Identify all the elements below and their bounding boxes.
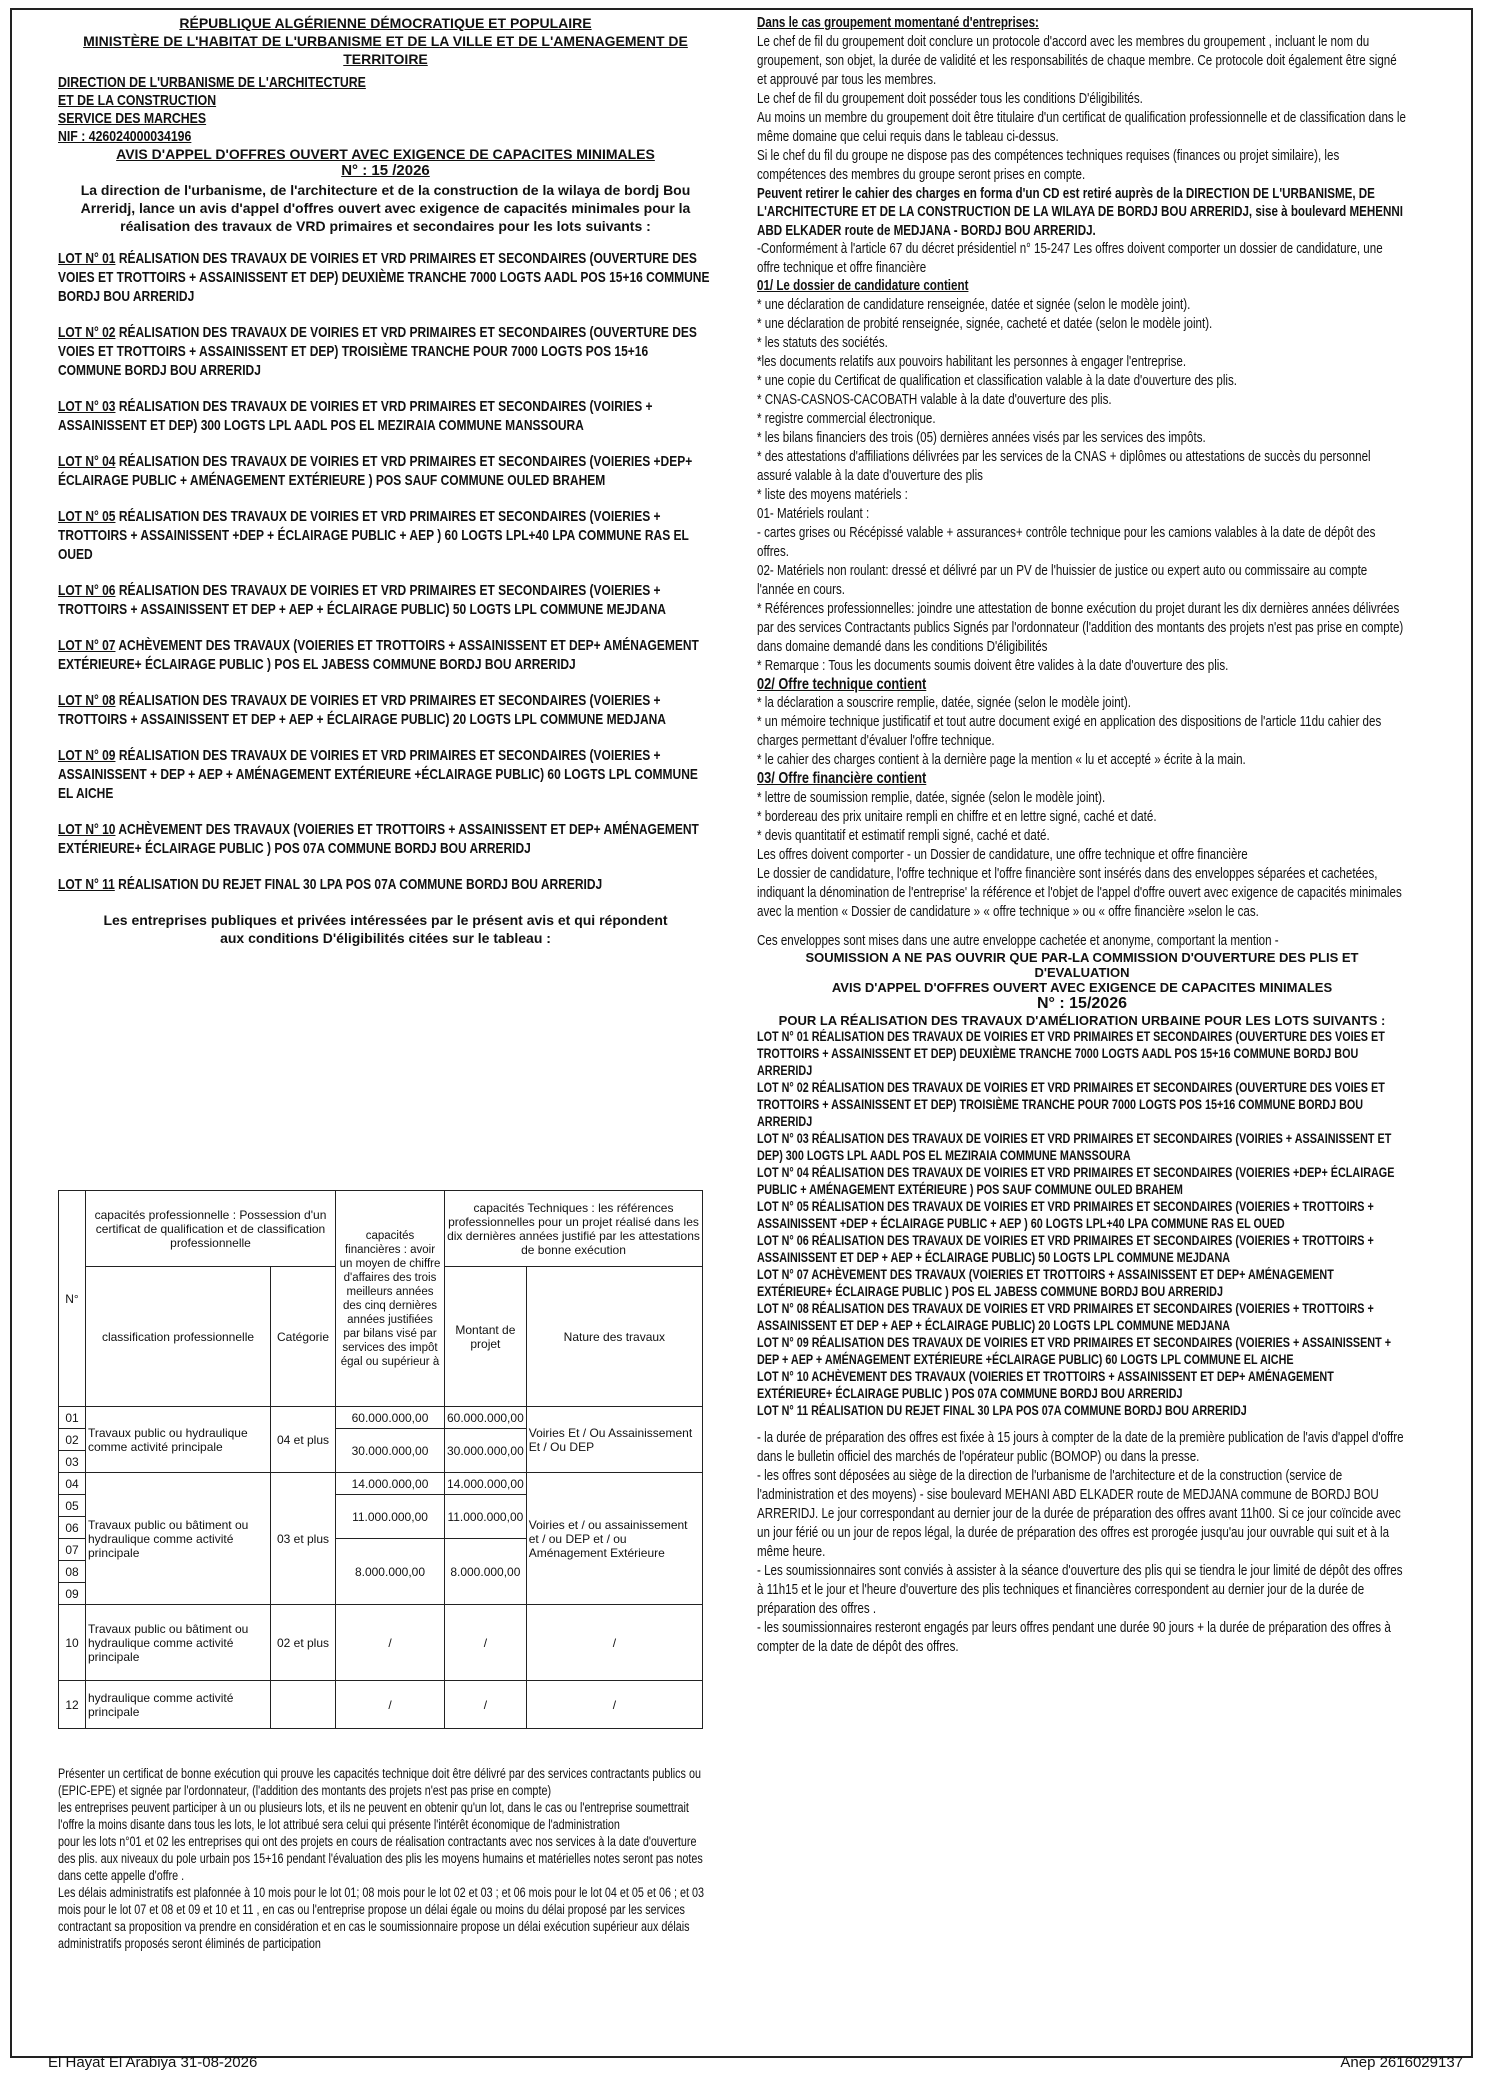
row-num: 06 (59, 1517, 86, 1539)
lot-text: RÉALISATION DES TRAVAUX DE VOIRIES ET VRD PRIMAIRES ET SECONDAIRES (OUVERTURE DES VOIES ET TROTTOIRS + ASSAINISSENT ET DEP) TROISIÈME TRANCHE POUR 7000 LOGTS POS 15+16 COMMUNE BORDJ BOU ARRERIDJ (58, 324, 697, 379)
env-line-3: AVIS D'APPEL D'OFFRES OUVERT AVEC EXIGENCE DE CAPACITES MINIMALES (831, 980, 1333, 995)
lot-number: LOT N° 01 (58, 250, 116, 267)
lot-number: LOT N° 03 (58, 398, 116, 415)
lot-item (58, 875, 713, 894)
lot-text: RÉALISATION DES TRAVAUX DE VOIRIES ET VRD PRIMAIRES ET SECONDAIRES (VOIERIES + ASSAINISSENT + DEP + AEP + AMÉNAGEMENT EXTÉRIEURE +ÉCLAIRAGE PUBLIC) 60 LOGTS LPL COMMUNE EL AICHE (58, 747, 698, 802)
row-num: 05 (59, 1495, 86, 1517)
list-item: LOT N° 08 RÉALISATION DES TRAVAUX DE VOIRIES ET VRD PRIMAIRES ET SECONDAIRES (VOIERIES + TROTTOIRS + ASSAINISSENT ET DEP + AEP + ÉCLAIRAGE PUBLIC) 20 LOGTS LPL COMMUNE MEDJANA (757, 1301, 1374, 1333)
list-item: Si le chef du fil du groupe ne dispose pas des compétences techniques requises (finances ou projet similaire), les compétences des membres du groupe seront prises en compte. (757, 147, 1340, 183)
list-item: LOT N° 10 ACHÈVEMENT DES TRAVAUX (VOIERIES ET TROTTOIRS + ASSAINISSENT ET DEP+ AMÉNAGEMENT EXTÉRIEURE+ ÉCLAIRAGE PUBLIC ) POS 07A COMMUNE BORDJ BOU ARRERIDJ (757, 1369, 1334, 1401)
eligibility-intro: Les entreprises publiques et privées intéressées par le présent avis et qui répondent aux conditions D'éligibilités citées sur le tableau : (103, 912, 668, 946)
list-item: LOT N° 04 RÉALISATION DES TRAVAUX DE VOIRIES ET VRD PRIMAIRES ET SECONDAIRES (VOIERIES +DEP+ ÉCLAIRAGE PUBLIC + AMÉNAGEMENT EXTÉRIEURE ) POS SAUF COMMUNE OULED BRAHEM (757, 1165, 1395, 1197)
lot-number: LOT N° 06 (58, 582, 116, 599)
list-item: * les bilans financiers des trois (05) dernières années visés par les services des impôts. (757, 429, 1206, 446)
section3-title: 03/ Offre financière contient (757, 770, 927, 787)
amount-proj: 30.000.000,00 (445, 1429, 527, 1473)
list-item: * devis quantitatif et estimatif rempli signé, caché et daté. (757, 827, 1050, 844)
lot-item (58, 507, 713, 564)
group2-class: Travaux public ou bâtiment ou hydraulique comme activité principale (86, 1473, 271, 1605)
list-item: LOT N° 02 RÉALISATION DES TRAVAUX DE VOIRIES ET VRD PRIMAIRES ET SECONDAIRES (OUVERTURE DES VOIES ET TROTTOIRS + ASSAINISSENT ET DEP) TROISIÈME TRANCHE POUR 7000 LOGTS POS 15+16 COMMUNE BORDJ BOU ARRERIDJ (757, 1080, 1385, 1129)
list-item: LOT N° 05 RÉALISATION DES TRAVAUX DE VOIRIES ET VRD PRIMAIRES ET SECONDAIRES (VOIERIES + TROTTOIRS + ASSAINISSENT +DEP + ÉCLAIRAGE PUBLIC + AEP ) 60 LOGTS LPL+40 LPA COMMUNE RAS EL OUED (757, 1199, 1374, 1231)
section3-list (757, 789, 1407, 922)
empty-nature: / (526, 1605, 702, 1681)
group2-cat: 03 et plus (271, 1473, 336, 1605)
lot-number: LOT N° 04 (58, 453, 116, 470)
col-num-header: N° (59, 1191, 86, 1407)
amount-fin: 8.000.000,00 (336, 1539, 445, 1605)
list-item: * CNAS-CASNOS-CACOBATH valable à la date d'ouverture des plis. (757, 391, 1112, 408)
left-bottom-paragraphs (58, 1765, 713, 1952)
amount-fin: 60.000.000,00 (336, 1407, 445, 1429)
retirer-paragraph: Peuvent retirer le cahier des charges en forma d'un CD est retiré auprès de la DIRECTION DE L'URBANISME, DE L'ARCHITECTURE ET DE LA CONSTRUCTION DE LA WILAYA DE BORDJ BOU ARRERIDJ, sise à boulevard MEHENNI ABD ELKADER route de MEDJANA - BORDJ BOU ARRERIDJ. (757, 185, 1403, 239)
row-num: 09 (59, 1583, 86, 1605)
final-paragraphs (757, 1429, 1407, 1657)
col-nature-header: Nature des travaux (526, 1267, 702, 1407)
row-num: 12 (59, 1681, 86, 1729)
lot-number: LOT N° 09 (58, 747, 116, 764)
ministry-line: MINISTÈRE DE L'HABITAT DE L'URBANISME ET DE LA VILLE ET DE L'AMENAGEMENT DE TERRITOIRE (83, 33, 688, 67)
list-item: * Références professionnelles: joindre une attestation de bonne exécution du projet durant les dix dernières années délivrées par des services Contractants publics Signés par l'ordonnateur (l'addition des montants des projets n'est pas prise en compte) dans domaine demandé dans les conditions D'éligibilités (757, 600, 1404, 655)
left-column (58, 14, 713, 947)
amount-proj: 14.000.000,00 (445, 1473, 527, 1495)
lot-text: RÉALISATION DES TRAVAUX DE VOIRIES ET VRD PRIMAIRES ET SECONDAIRES (VOIERIES + TROTTOIRS + ASSAINISSENT ET DEP + AEP + ÉCLAIRAGE PUBLIC) 50 LOGTS LPL COMMUNE MEJDANA (58, 582, 666, 618)
row-num: 03 (59, 1451, 86, 1473)
left-paragraph: Présenter un certificat de bonne exécution qui prouve les capacités technique doit être délivré par des services contractants publics ou (EPIC-EPE) et signée par l'ordonnateur, (l'addition des montants des projets n'est pas prise en compte) (58, 1766, 701, 1798)
list-item: * liste des moyens matériels : (757, 486, 908, 503)
conforme-paragraph: -Conformément à l'article 67 du décret présidentiel n° 15-247 Les offres doivent comporter un dossier de candidature, une offre technique et offre financière (757, 241, 1383, 276)
left-paragraph: pour les lots n°01 et 02 les entreprises qui ont des projets en cours de réalisation contractants avec nos services à la date d'ouverture des plis. aux niveaux du pole urbain pos 15+16 pendant l'évaluation des plis les moyens humains et matérielles notes seront pas notes dans cette appelle d'offre . (58, 1834, 703, 1883)
list-item: * registre commercial électronique. (757, 410, 936, 427)
list-item: * des attestations d'affiliations délivrées par les services de la CNAS + diplômes ou attestations de succès du personnel assuré valable à la date d'ouverture des plis (757, 448, 1371, 484)
republic-line: RÉPUBLIQUE ALGÉRIENNE DÉMOCRATIQUE ET POPULAIRE (179, 15, 592, 31)
row-num: 07 (59, 1539, 86, 1561)
lot-text: RÉALISATION DES TRAVAUX DE VOIRIES ET VRD PRIMAIRES ET SECONDAIRES (OUVERTURE DES VOIES ET TROTTOIRS + ASSAINISSENT ET DEP) DEUXIÈME TRANCHE 7000 LOGTS AADL POS 15+16 COMMUNE BORDJ BOU ARRERIDJ (58, 250, 710, 305)
list-item: - Les soumissionnaires sont conviés à assister à la séance d'ouverture des plis qui se tiendra le jour limité de dépôt des offres à 11h15 et le jour et l'heure d'ouverture des plis techniques et financières correspondent au dernier jour de la durée de préparation des offres . (757, 1563, 1403, 1617)
lot-text: RÉALISATION DES TRAVAUX DE VOIRIES ET VRD PRIMAIRES ET SECONDAIRES (VOIRIES + ASSAINISSENT ET DEP) 300 LOGTS LPL AADL POS EL MEZIRAIA COMMUNE MANSSOURA (58, 398, 653, 434)
amount-fin: 30.000.000,00 (336, 1429, 445, 1473)
list-item: * la déclaration a souscrire remplie, datée, signée (selon le modèle joint). (757, 695, 1131, 711)
list-item: Le dossier de candidature, l'offre technique et l'offre financière sont insérés dans des enveloppes séparées et cachetées, indiquant la dénomination de l'entreprise' la référence et l'objet de l'appel d'offre ouvert avec exigence de capacités minimales avec la mention « Dossier de candidature » « offre technique » ou « offre financière »selon le cas. (757, 865, 1402, 920)
col-tech-header: capacités Techniques : les références professionnelles pour un projet réalisé dans les dix dernières années justifié par les attestations de bonne exécution (445, 1191, 703, 1267)
row-num: 01 (59, 1407, 86, 1429)
lot-item (58, 746, 713, 803)
lot-item (58, 249, 713, 306)
env-line-2: SOUMISSION A NE PAS OUVRIR QUE PAR-LA COMMISSION D'OUVERTURE DES PLIS ET D'EVALUATION (805, 950, 1359, 980)
list-item: LOT N° 01 RÉALISATION DES TRAVAUX DE VOIRIES ET VRD PRIMAIRES ET SECONDAIRES (OUVERTURE DES VOIES ET TROTTOIRS + ASSAINISSENT ET DEP) DEUXIÈME TRANCHE 7000 LOGTS AADL POS 15+16 COMMUNE BORDJ BOU ARRERIDJ (757, 1029, 1385, 1078)
group-paragraphs (757, 33, 1407, 185)
list-item: LOT N° 09 RÉALISATION DES TRAVAUX DE VOIRIES ET VRD PRIMAIRES ET SECONDAIRES (VOIERIES + ASSAINISSENT + DEP + AEP + AMÉNAGEMENT EXTÉRIEURE +ÉCLAIRAGE PUBLIC) 60 LOGTS LPL COMMUNE EL AICHE (757, 1335, 1392, 1367)
group2-nature: Voiries et / ou assainissement et / ou DEP et / ou Aménagement Extérieure (526, 1473, 702, 1605)
env-line-5: POUR LA RÉALISATION DES TRAVAUX D'AMÉLIORATION URBAINE POUR LES LOTS SUIVANTS : (778, 1013, 1386, 1028)
empty-nature: / (526, 1681, 702, 1729)
lot-item (58, 636, 713, 674)
list-item: Les offres doivent comporter - un Dossier de candidature, une offre technique et offre financière (757, 846, 1248, 863)
direction-line-1: DIRECTION DE L'URBANISME DE L'ARCHITECTURE (58, 74, 366, 91)
left-paragraph: Les délais administratifs est plafonnée à 10 mois pour le lot 01; 08 mois pour le lot 02 et 03 ; et 06 mois pour le lot 04 et 05 et 06 ; et 03 mois pour le lot 07 et 08 et 09 et 10 et 11 , en cas ou l'entreprise propose un délai égale ou moins du délai proposé par les services contractant sa proposition va prendre en considération et en cas le soumissionnaire propose un délai exécution supérieur aux délais administratifs proposés seront éliminés de participation (58, 1885, 704, 1951)
lot-item (58, 452, 713, 490)
lot-number: LOT N° 02 (58, 324, 116, 341)
section1-title: 01/ Le dossier de candidature contient (757, 278, 969, 294)
lot-number: LOT N° 07 (58, 637, 116, 654)
footer-reference: Anep 2616029137 (1340, 2054, 1463, 2071)
col-montant-header: Montant de projet (445, 1267, 527, 1407)
col-prof-header: capacités professionnelle : Possession d'un certificat de qualification et de classification professionnelle (86, 1191, 336, 1267)
amount-proj: 11.000.000,00 (445, 1495, 527, 1539)
lot-text: ACHÈVEMENT DES TRAVAUX (VOIERIES ET TROTTOIRS + ASSAINISSENT ET DEP+ AMÉNAGEMENT EXTÉRIEURE+ ÉCLAIRAGE PUBLIC ) POS 07A COMMUNE BORDJ BOU ARRERIDJ (58, 821, 699, 857)
list-item: * une déclaration de candidature renseignée, datée et signée (selon le modèle joint). (757, 296, 1191, 313)
group1-cat: 04 et plus (271, 1407, 336, 1473)
notice-title: AVIS D'APPEL D'OFFRES OUVERT AVEC EXIGENCE DE CAPACITES MINIMALES (116, 146, 655, 162)
list-item: * le cahier des charges contient à la dernière page la mention « lu et accepté » écrite à la main. (757, 752, 1246, 768)
service-line: SERVICE DES MARCHES (58, 110, 207, 127)
nif-line: NIF : 426024000034196 (58, 128, 192, 145)
group-title: Dans le cas groupement momentané d'entreprises: (757, 15, 1039, 31)
group3-class: Travaux public ou bâtiment ou hydraulique comme activité principale (86, 1605, 271, 1681)
list-item: Le chef de fil du groupement doit posséder tous les conditions D'éligibilités. (757, 90, 1143, 107)
list-item: LOT N° 07 ACHÈVEMENT DES TRAVAUX (VOIERIES ET TROTTOIRS + ASSAINISSENT ET DEP+ AMÉNAGEMENT EXTÉRIEURE+ ÉCLAIRAGE PUBLIC ) POS EL JABESS COMMUNE BORDJ BOU ARRERIDJ (757, 1267, 1334, 1299)
list-item: 01- Matériels roulant : (757, 505, 870, 522)
lot-text: RÉALISATION DES TRAVAUX DE VOIRIES ET VRD PRIMAIRES ET SECONDAIRES (VOIERIES + TROTTOIRS + ASSAINISSENT ET DEP + AEP + ÉCLAIRAGE PUBLIC) 20 LOGTS LPL COMMUNE MEDJANA (58, 692, 666, 728)
list-item: * une copie du Certificat de qualification et classification valable à la date d'ouverture des plis. (757, 372, 1238, 389)
lot-text: RÉALISATION DES TRAVAUX DE VOIRIES ET VRD PRIMAIRES ET SECONDAIRES (VOIERIES + TROTTOIRS + ASSAINISSENT +DEP + ÉCLAIRAGE PUBLIC + AEP ) 60 LOGTS LPL+40 LPA COMMUNE RAS EL OUED (58, 508, 689, 563)
lot-number: LOT N° 08 (58, 692, 116, 709)
amount-fin: 14.000.000,00 (336, 1473, 445, 1495)
lot-text: ACHÈVEMENT DES TRAVAUX (VOIERIES ET TROTTOIRS + ASSAINISSENT ET DEP+ AMÉNAGEMENT EXTÉRIEURE+ ÉCLAIRAGE PUBLIC ) POS EL JABESS COMMUNE BORDJ BOU ARRERIDJ (58, 637, 699, 673)
amount-proj: 8.000.000,00 (445, 1539, 527, 1605)
lot-text: RÉALISATION DES TRAVAUX DE VOIRIES ET VRD PRIMAIRES ET SECONDAIRES (VOIERIES +DEP+ ÉCLAIRAGE PUBLIC + AMÉNAGEMENT EXTÉRIEURE ) POS SAUF COMMUNE OULED BRAHEM (58, 453, 693, 489)
lot-item (58, 397, 713, 435)
direction-line-2: ET DE LA CONSTRUCTION (58, 92, 217, 109)
footer-newspaper: El Hayat El Arabiya 31-08-2026 (48, 2054, 258, 2071)
group3-cat: 02 et plus (271, 1605, 336, 1681)
empty-fin: / (336, 1681, 445, 1729)
lot-text: RÉALISATION DU REJET FINAL 30 LPA POS 07A COMMUNE BORDJ BOU ARRERIDJ (118, 876, 603, 893)
left-bottom-text (58, 1765, 713, 1952)
group1-nature: Voiries Et / Ou Assainissement Et / Ou DEP (526, 1407, 702, 1473)
lot-item (58, 323, 713, 380)
row-num: 02 (59, 1429, 86, 1451)
amount-proj: 60.000.000,00 (445, 1407, 527, 1429)
list-item: * bordereau des prix unitaire rempli en chiffre et en lettre signé, caché et daté. (757, 808, 1157, 825)
empty-proj: / (445, 1681, 527, 1729)
row-num: 04 (59, 1473, 86, 1495)
list-item: Au moins un membre du groupement doit être titulaire d'un certificat de qualification professionnelle et de classification dans le même domaine que celui requis dans le tableau ci-dessus. (757, 109, 1406, 145)
section2-title: 02/ Offre technique contient (757, 675, 927, 693)
col-class-header: classification professionnelle (86, 1267, 271, 1407)
group1-class: Travaux public ou hydraulique comme activité principale (86, 1407, 271, 1473)
lot-item (58, 820, 713, 858)
lots-list (58, 249, 713, 894)
group4-class: hydraulique comme activité principale (86, 1681, 271, 1729)
list-item: - les offres sont déposées au siège de la direction de l'urbanisme de l'architecture et de la construction (service de l'administration et des moyens) - sise boulevard MEHANI ABD ELKADER route de MEDJANA commune de BORDJ BOU ARRERIDJ. Le jour correspondant au dernier jour de la durée de préparation des offres avant 11h00. Si ce jour coïncide avec un jour férié ou un jour de repos légal, la durée de préparation des offres est prorogée jusqu'au jour ouvrable qui suit et à la même heure. (757, 1468, 1401, 1560)
row-num: 10 (59, 1605, 86, 1681)
empty-fin: / (336, 1605, 445, 1681)
notice-number: N° : 15 /2026 (341, 162, 430, 179)
list-item: * Remarque : Tous les documents soumis doivent être valides à la date d'ouverture des plis. (757, 657, 1229, 674)
lot-item (58, 581, 713, 619)
list-item: * une déclaration de probité renseignée, signée, cacheté et datée (selon le modèle joint). (757, 315, 1213, 332)
env-number: N° : 15/2026 (1036, 995, 1127, 1012)
row-num: 08 (59, 1561, 86, 1583)
list-item: * un mémoire technique justificatif et tout autre document exigé en application des dispositions de l'article 11du cahier des charges permettant d'évaluer l'offre technique. (757, 714, 1382, 749)
lot-number: LOT N° 10 (58, 821, 116, 838)
env-line: Ces enveloppes sont mises dans une autre enveloppe cachetée et anonyme, comportant la mention - (757, 932, 1279, 949)
col-fin-header: capacités financières : avoir un moyen de chiffre d'affaires des trois meilleurs années des cinq dernières années justifiées par bilans visé par services des impôt égal ou supérieur à (336, 1191, 445, 1407)
section2-list (757, 694, 1407, 770)
header-block (58, 14, 713, 68)
list-item: - la durée de préparation des offres est fixée à 15 jours à compter de la date de la première publication de l'avis d'appel d'offre dans le bulletin officiel des marchés de l'opérateur public (BOMOP) ou dans la presse. (757, 1430, 1404, 1465)
list-item: Le chef de fil du groupement doit conclure un protocole d'accord avec les membres du groupement , incluant le nom du groupement, son objet, la durée de validité et les responsabilités de chaque membre. Ce protocole doit également être signé et approuvé par tous les membres. (757, 33, 1397, 88)
empty-proj: / (445, 1605, 527, 1681)
eligibility-table (58, 1190, 703, 1729)
lot-number: LOT N° 11 (58, 876, 115, 893)
section1-list (757, 296, 1407, 676)
amount-fin: 11.000.000,00 (336, 1495, 445, 1539)
lot-number: LOT N° 05 (58, 508, 116, 525)
lots2-list (757, 1028, 1407, 1419)
intro-paragraph: La direction de l'urbanisme, de l'architecture et de la construction de la wilaya de bordj Bou Arreridj, lance un avis d'appel d'offres ouvert avec exigence de capacités minimales pour la réalisation des travaux de VRD primaires et secondaires pour les lots suivants : (80, 182, 691, 234)
list-item: 02- Matériels non roulant: dressé et délivré par un PV de l'huissier de justice ou expert auto ou commissaire au compte l'année en cours. (757, 562, 1368, 598)
list-item: LOT N° 03 RÉALISATION DES TRAVAUX DE VOIRIES ET VRD PRIMAIRES ET SECONDAIRES (VOIRIES + ASSAINISSENT ET DEP) 300 LOGTS LPL AADL POS EL MEZIRAIA COMMUNE MANSSOURA (757, 1131, 1392, 1163)
list-item: - cartes grises ou Récépissé valable + assurances+ contrôle technique pour les camions valables à la date de dépôt des offres. (757, 524, 1376, 560)
list-item: * les statuts des sociétés. (757, 334, 888, 351)
list-item: LOT N° 06 RÉALISATION DES TRAVAUX DE VOIRIES ET VRD PRIMAIRES ET SECONDAIRES (VOIERIES + TROTTOIRS + ASSAINISSENT ET DEP + AEP + ÉCLAIRAGE PUBLIC) 50 LOGTS LPL COMMUNE MEJDANA (757, 1233, 1374, 1265)
right-column (757, 14, 1407, 1657)
list-item: - les soumissionnaires resteront engagés par leurs offres pendant une durée 90 jours + la durée de préparation des offres à compter de la date de dépôt des offres. (757, 1620, 1391, 1655)
group4-cat (271, 1681, 336, 1729)
lot-item (58, 691, 713, 729)
list-item: LOT N° 11 RÉALISATION DU REJET FINAL 30 LPA POS 07A COMMUNE BORDJ BOU ARRERIDJ (757, 1403, 1247, 1418)
direction-block (58, 74, 713, 146)
list-item: * lettre de soumission remplie, datée, signée (selon le modèle joint). (757, 789, 1106, 806)
list-item: *les documents relatifs aux pouvoirs habilitant les personnes à engager l'entreprise. (757, 353, 1187, 370)
col-cat-header: Catégorie (271, 1267, 336, 1407)
left-paragraph: les entreprises peuvent participer à un ou plusieurs lots, et ils ne peuvent en obtenir qu'un lot, dans le cas ou l'entreprise soumettrait l'offre la moins disante dans tous les lots, le lot attribué sera celui qui présente l'intérêt économique de l'administration (58, 1800, 689, 1832)
